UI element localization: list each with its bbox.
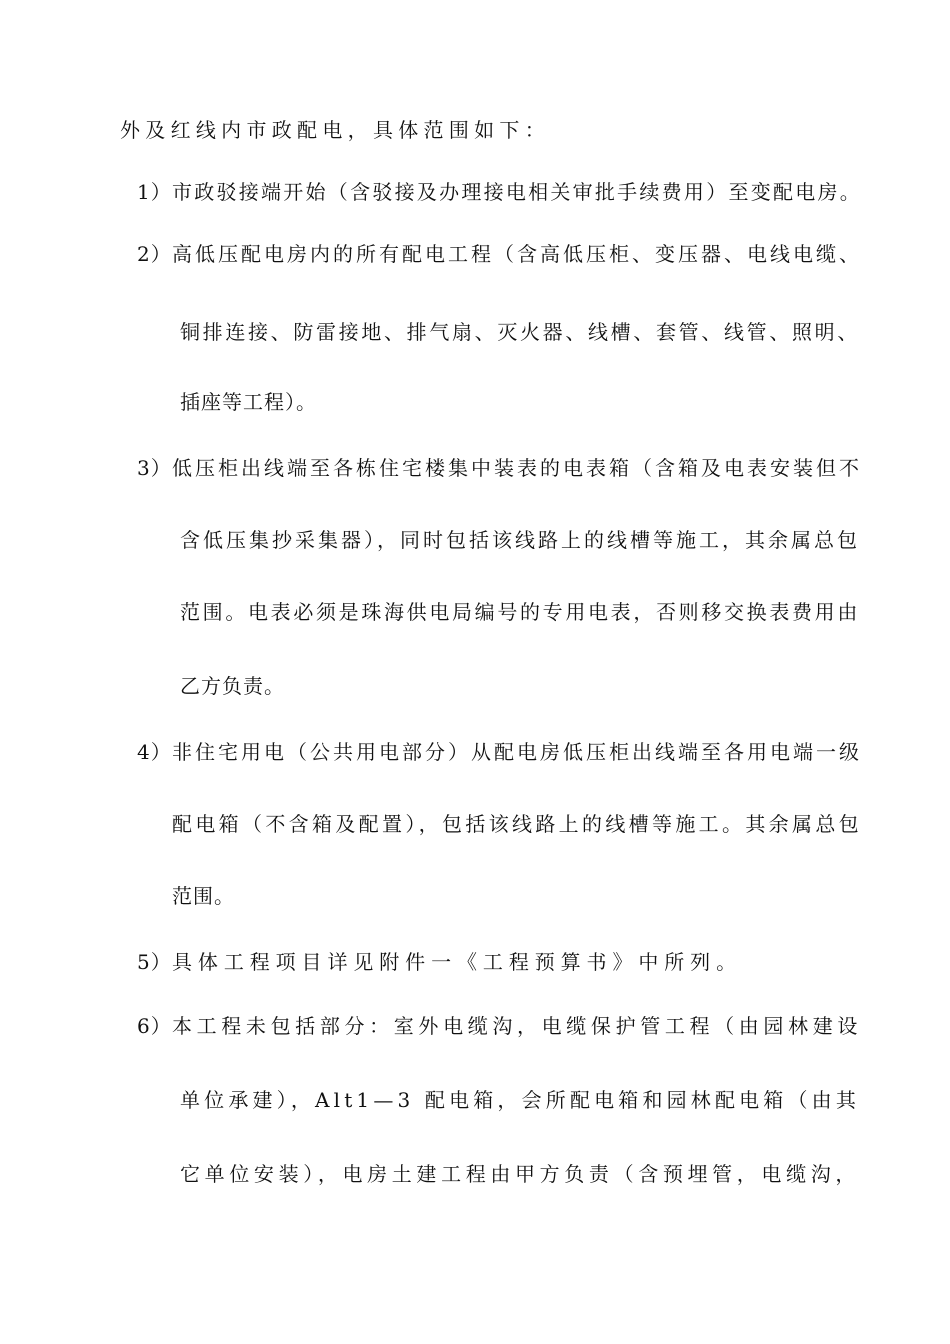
item-5-number: 5） — [137, 950, 172, 974]
item-4-line-1: 非住宅用电（公共用电部分）从配电房低压柜出线端至各用电端一级 — [172, 740, 862, 764]
item-6-number: 6） — [137, 1014, 172, 1038]
item-2-line-3: 插座等工程）。 — [180, 390, 317, 414]
item-4-line-2: 配电箱（不含箱及配置），包括该线路上的线槽等施工。其余属总包 — [172, 812, 862, 836]
item-2-line-2: 铜排连接、防雷接地、排气扇、灭火器、线槽、套管、线管、照明、 — [180, 320, 860, 344]
item-6-line-2: 单位承建），Alt1—3 配电箱，会所配电箱和园林配电箱（由其 — [180, 1088, 860, 1112]
item-4-number: 4） — [137, 740, 172, 764]
intro-line: 外及红线内市政配电，具体范围如下： — [120, 118, 550, 142]
item-3-line-2: 含低压集抄采集器），同时包括该线路上的线槽等施工，其余属总包 — [180, 528, 860, 552]
item-6-line-3: 它单位安装），电房土建工程由甲方负责（含预埋管，电缆沟， — [180, 1162, 860, 1186]
item-1-line-1: 市政驳接端开始（含驳接及办理接电相关审批手续费用）至变配电房。 — [172, 180, 862, 204]
item-5-line-1: 具体工程项目详见附件一《工程预算书》中所列。 — [172, 950, 742, 974]
item-2-number: 2） — [137, 242, 172, 266]
item-3-number: 3） — [137, 456, 172, 480]
item-3-line-3: 范围。电表必须是珠海供电局编号的专用电表，否则移交换表费用由 — [180, 600, 860, 624]
item-6-line-1: 本工程未包括部分：室外电缆沟，电缆保护管工程（由园林建设 — [172, 1014, 862, 1038]
item-4-line-3: 范围。 — [172, 884, 235, 908]
item-2-line-1: 高低压配电房内的所有配电工程（含高低压柜、变压器、电线电缆、 — [172, 242, 862, 266]
item-3-line-1: 低压柜出线端至各栋住宅楼集中装表的电表箱（含箱及电表安装但不 — [172, 456, 862, 480]
item-1-number: 1） — [137, 180, 172, 204]
item-3-line-4: 乙方负责。 — [180, 674, 285, 698]
